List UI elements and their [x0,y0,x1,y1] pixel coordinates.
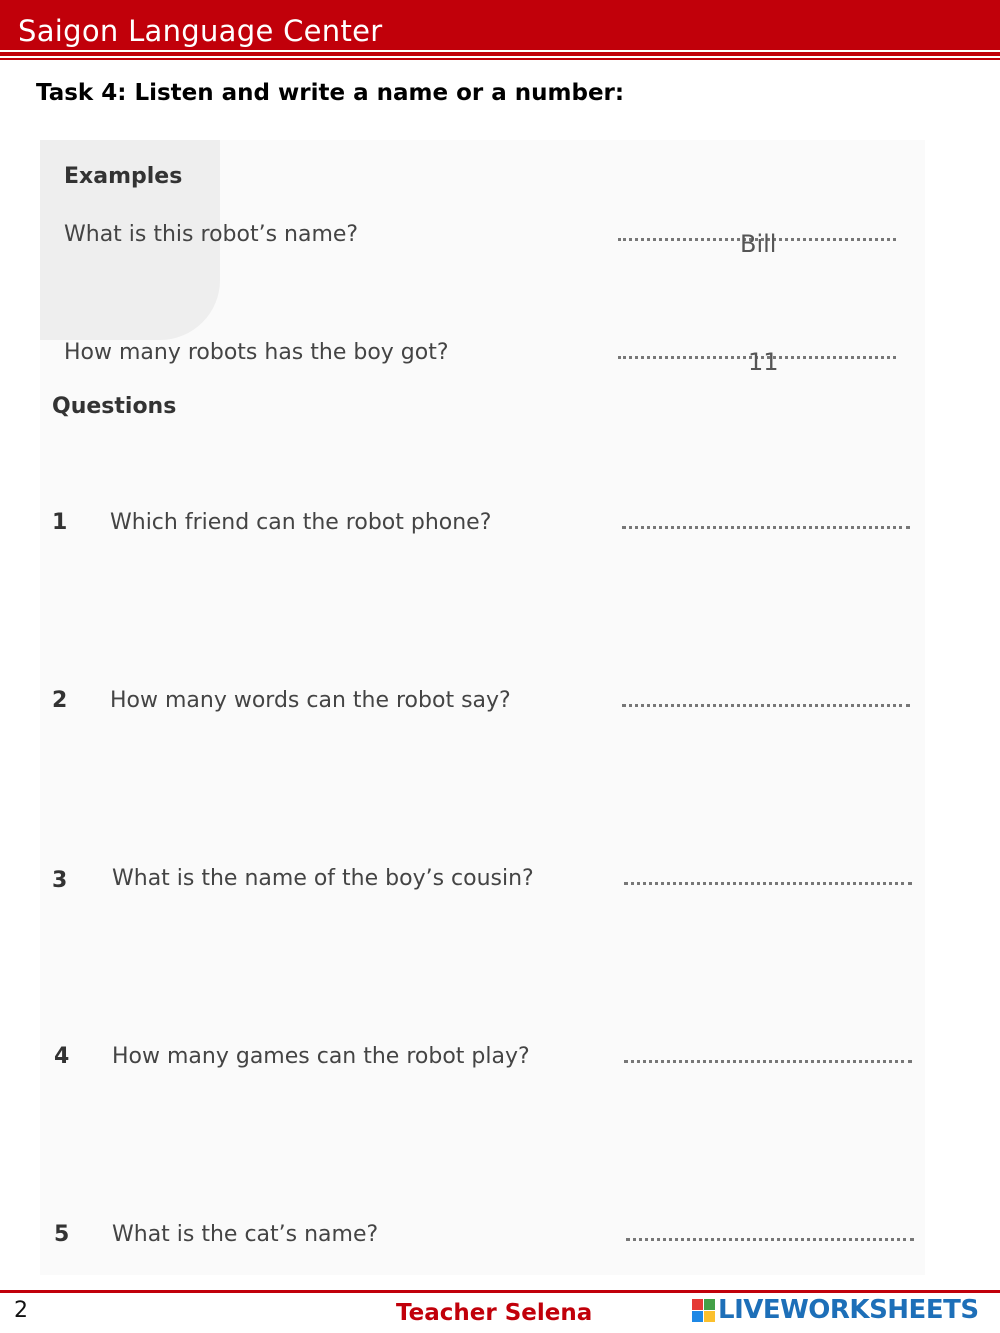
examples-heading: Examples [64,164,183,189]
example-row [0,336,1000,376]
footer-rule [0,1290,1000,1293]
brand-text: LIVEWORKSHEETS [718,1295,979,1325]
question-row [0,862,1000,902]
question-text: How many games can the robot play? [112,1044,530,1069]
example-question: What is this robot’s name? [64,222,359,247]
question-text: How many words can the robot say? [110,688,511,713]
question-text: Which friend can the robot phone? [110,510,492,535]
liveworksheets-logo-icon [692,1299,716,1323]
answer-line[interactable] [626,1238,914,1241]
question-number: 4 [54,1044,70,1069]
liveworksheets-brand[interactable] [692,1295,992,1327]
answer-line[interactable] [624,882,912,885]
question-row [0,684,1000,724]
question-number: 1 [52,510,68,535]
example-row [0,218,1000,258]
question-number: 5 [54,1222,70,1247]
answer-line[interactable] [618,230,896,258]
teacher-name: Teacher Selena [396,1300,593,1326]
question-number: 3 [52,868,68,893]
question-text: What is the cat’s name? [112,1222,379,1247]
answer-line[interactable] [622,526,910,529]
questions-heading: Questions [52,394,177,419]
header-rule-thin [0,58,1000,60]
question-text: What is the name of the boy’s cousin? [112,866,534,891]
answer-line[interactable] [624,1060,912,1063]
question-row [0,506,1000,546]
header-rule [0,52,1000,56]
task-title: Task 4: Listen and write a name or a number: [36,80,625,106]
center-name: Saigon Language Center [18,14,383,48]
example-question: How many robots has the boy got? [64,340,449,365]
header-bar [0,0,1000,50]
question-number: 2 [52,688,68,713]
page-number: 2 [14,1298,28,1323]
answer-line[interactable] [622,704,910,707]
example-answer: Bill [740,230,777,258]
answer-line[interactable] [618,348,896,376]
question-row [0,1040,1000,1080]
example-answer: 11 [748,348,779,376]
question-row [0,1218,1000,1258]
